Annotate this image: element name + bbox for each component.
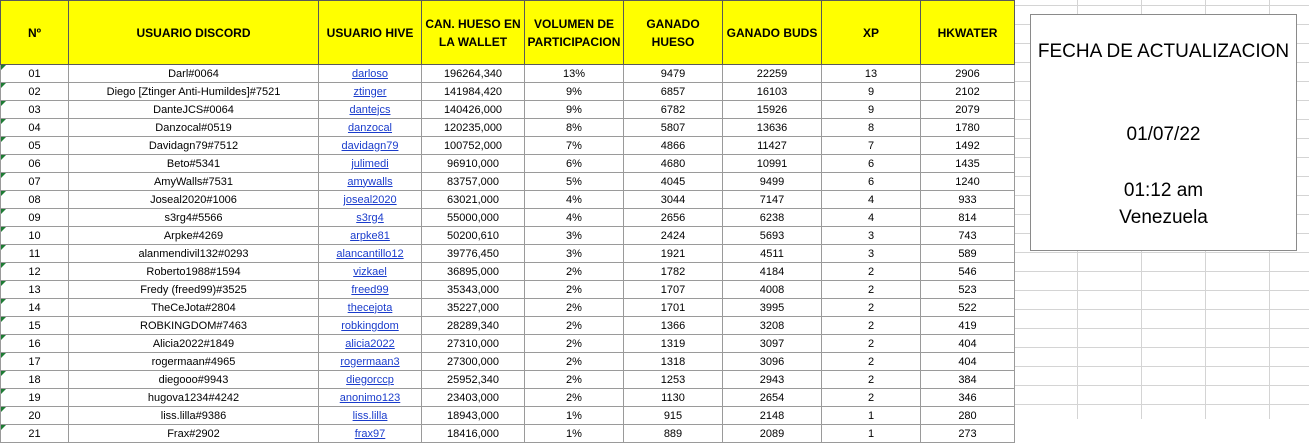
hive-user-link[interactable]: rogermaan3: [340, 355, 400, 368]
cell-earned-hueso[interactable]: 6782: [624, 101, 723, 119]
cell-wallet-amount[interactable]: 196264,340: [422, 65, 525, 83]
hive-user-link[interactable]: alancantillo12: [336, 247, 404, 260]
cell-hkwater[interactable]: 273: [921, 425, 1015, 443]
header-cell-discord-user[interactable]: USUARIO DISCORD: [69, 1, 319, 65]
cell-number[interactable]: 05: [1, 137, 69, 155]
header-cell-earned-hueso[interactable]: GANADO HUESO: [624, 1, 723, 65]
cell-xp[interactable]: 9: [822, 83, 921, 101]
cell-hkwater[interactable]: 384: [921, 371, 1015, 389]
cell-discord-user[interactable]: Beto#5341: [69, 155, 319, 173]
cell-wallet-amount[interactable]: 100752,000: [422, 137, 525, 155]
table-row: [1, 299, 1015, 317]
cell-hive-user[interactable]: [319, 353, 422, 371]
cell-earned-hueso[interactable]: 1130: [624, 389, 723, 407]
table-row: [1, 281, 1015, 299]
cell-hive-user[interactable]: [319, 371, 422, 389]
cell-earned-hueso[interactable]: 4045: [624, 173, 723, 191]
update-timezone: Venezuela: [1119, 207, 1208, 228]
cell-earned-buds[interactable]: 9499: [723, 173, 822, 191]
cell-hkwater[interactable]: 346: [921, 389, 1015, 407]
cell-earned-hueso[interactable]: 3044: [624, 191, 723, 209]
update-date: 01/07/22: [1126, 124, 1201, 145]
header-cell-xp[interactable]: XP: [822, 1, 921, 65]
cell-participation[interactable]: 3%: [525, 227, 624, 245]
cell-discord-user[interactable]: rogermaan#4965: [69, 353, 319, 371]
cell-participation[interactable]: 1%: [525, 407, 624, 425]
cell-earned-hueso[interactable]: 4866: [624, 137, 723, 155]
cell-xp[interactable]: 4: [822, 191, 921, 209]
hive-user-link[interactable]: dantejcs: [349, 103, 391, 116]
cell-hkwater[interactable]: 1492: [921, 137, 1015, 155]
cell-wallet-amount[interactable]: 141984,420: [422, 83, 525, 101]
table-row: [1, 389, 1015, 407]
cell-discord-user[interactable]: Roberto1988#1594: [69, 263, 319, 281]
cell-xp[interactable]: 7: [822, 137, 921, 155]
cell-xp[interactable]: 2: [822, 389, 921, 407]
cell-earned-hueso[interactable]: 1707: [624, 281, 723, 299]
cell-xp[interactable]: 2: [822, 335, 921, 353]
cell-hive-user[interactable]: [319, 425, 422, 443]
cell-number[interactable]: 16: [1, 335, 69, 353]
cell-earned-buds[interactable]: 7147: [723, 191, 822, 209]
cell-hive-user[interactable]: [319, 137, 422, 155]
cell-participation[interactable]: 8%: [525, 119, 624, 137]
cell-participation[interactable]: 2%: [525, 371, 624, 389]
cell-hkwater[interactable]: 546: [921, 263, 1015, 281]
cell-number[interactable]: 20: [1, 407, 69, 425]
cell-xp[interactable]: 3: [822, 227, 921, 245]
cell-participation[interactable]: 2%: [525, 389, 624, 407]
cell-number[interactable]: 14: [1, 299, 69, 317]
update-title: FECHA DE ACTUALIZACION: [1037, 41, 1290, 62]
hive-user-link[interactable]: alicia2022: [345, 337, 395, 350]
cell-earned-buds[interactable]: 2089: [723, 425, 822, 443]
hive-user-link[interactable]: s3rg4: [356, 211, 384, 224]
cell-earned-hueso[interactable]: 1921: [624, 245, 723, 263]
cell-number[interactable]: 12: [1, 263, 69, 281]
cell-discord-user[interactable]: Alicia2022#1849: [69, 335, 319, 353]
cell-number[interactable]: 09: [1, 209, 69, 227]
cell-hive-user[interactable]: [319, 191, 422, 209]
cell-discord-user[interactable]: Frax#2902: [69, 425, 319, 443]
cell-discord-user[interactable]: Davidagn79#7512: [69, 137, 319, 155]
cell-wallet-amount[interactable]: 36895,000: [422, 263, 525, 281]
hive-user-link[interactable]: liss.lilla: [352, 409, 388, 422]
cell-discord-user[interactable]: Diego [Ztinger Anti-Humildes]#7521: [69, 83, 319, 101]
table-row: [1, 353, 1015, 371]
cell-discord-user[interactable]: Darl#0064: [69, 65, 319, 83]
hive-user-link[interactable]: thecejota: [347, 301, 393, 314]
cell-participation[interactable]: 9%: [525, 101, 624, 119]
cell-xp[interactable]: 6: [822, 173, 921, 191]
cell-xp[interactable]: 2: [822, 353, 921, 371]
cell-wallet-amount[interactable]: 140426,000: [422, 101, 525, 119]
cell-hkwater[interactable]: 404: [921, 353, 1015, 371]
cell-discord-user[interactable]: DanteJCS#0064: [69, 101, 319, 119]
cell-participation[interactable]: 2%: [525, 299, 624, 317]
cell-hkwater[interactable]: 280: [921, 407, 1015, 425]
cell-hkwater[interactable]: 589: [921, 245, 1015, 263]
hive-user-link[interactable]: freed99: [351, 283, 389, 296]
cell-wallet-amount[interactable]: 23403,000: [422, 389, 525, 407]
table-row: [1, 137, 1015, 155]
cell-hive-user[interactable]: [319, 173, 422, 191]
header-cell-participation[interactable]: VOLUMEN DE PARTICIPACION: [525, 1, 624, 65]
cell-participation[interactable]: 13%: [525, 65, 624, 83]
cell-hive-user[interactable]: [319, 155, 422, 173]
cell-earned-hueso[interactable]: 4680: [624, 155, 723, 173]
cell-wallet-amount[interactable]: 39776,450: [422, 245, 525, 263]
cell-number[interactable]: 10: [1, 227, 69, 245]
cell-earned-buds[interactable]: 2943: [723, 371, 822, 389]
cell-earned-buds[interactable]: 2654: [723, 389, 822, 407]
cell-hkwater[interactable]: 1240: [921, 173, 1015, 191]
cell-participation[interactable]: 2%: [525, 353, 624, 371]
cell-number[interactable]: 11: [1, 245, 69, 263]
cell-xp[interactable]: 2: [822, 317, 921, 335]
cell-discord-user[interactable]: hugova1234#4242: [69, 389, 319, 407]
cell-wallet-amount[interactable]: 35227,000: [422, 299, 525, 317]
table-row: [1, 425, 1015, 443]
header-cell-hkwater[interactable]: HKWATER: [921, 1, 1015, 65]
cell-earned-buds[interactable]: 4184: [723, 263, 822, 281]
hive-user-link[interactable]: diegorccp: [346, 373, 394, 386]
cell-hive-user[interactable]: [319, 335, 422, 353]
cell-number[interactable]: 03: [1, 101, 69, 119]
cell-discord-user[interactable]: alanmendivil132#0293: [69, 245, 319, 263]
cell-xp[interactable]: 9: [822, 101, 921, 119]
table-row: [1, 209, 1015, 227]
cell-discord-user[interactable]: ROBKINGDOM#7463: [69, 317, 319, 335]
cell-hive-user[interactable]: [319, 209, 422, 227]
update-info-box[interactable]: [1030, 14, 1297, 251]
cell-wallet-amount[interactable]: 27300,000: [422, 353, 525, 371]
cell-xp[interactable]: 4: [822, 209, 921, 227]
header-row: [1, 1, 1015, 65]
hive-user-link[interactable]: frax97: [354, 427, 386, 440]
cell-earned-buds[interactable]: 6238: [723, 209, 822, 227]
cell-number[interactable]: 02: [1, 83, 69, 101]
cell-number[interactable]: 07: [1, 173, 69, 191]
cell-number[interactable]: 18: [1, 371, 69, 389]
cell-hkwater[interactable]: 419: [921, 317, 1015, 335]
cell-earned-buds[interactable]: 4511: [723, 245, 822, 263]
cell-hive-user[interactable]: [319, 389, 422, 407]
cell-earned-hueso[interactable]: 1253: [624, 371, 723, 389]
cell-participation[interactable]: 2%: [525, 335, 624, 353]
cell-hkwater[interactable]: 523: [921, 281, 1015, 299]
table-row: [1, 407, 1015, 425]
cell-discord-user[interactable]: diegooo#9943: [69, 371, 319, 389]
cell-hive-user[interactable]: [319, 83, 422, 101]
cell-hkwater[interactable]: 2102: [921, 83, 1015, 101]
cell-number[interactable]: 04: [1, 119, 69, 137]
cell-hkwater[interactable]: 404: [921, 335, 1015, 353]
cell-wallet-amount[interactable]: 27310,000: [422, 335, 525, 353]
table-row: [1, 227, 1015, 245]
cell-earned-hueso[interactable]: 2656: [624, 209, 723, 227]
cell-earned-hueso[interactable]: 5807: [624, 119, 723, 137]
cell-xp[interactable]: 13: [822, 65, 921, 83]
cell-discord-user[interactable]: AmyWalls#7531: [69, 173, 319, 191]
cell-earned-buds[interactable]: 5693: [723, 227, 822, 245]
cell-hive-user[interactable]: [319, 119, 422, 137]
cell-earned-hueso[interactable]: 1318: [624, 353, 723, 371]
cell-participation[interactable]: 1%: [525, 425, 624, 443]
table-row: [1, 263, 1015, 281]
cell-wallet-amount[interactable]: 18943,000: [422, 407, 525, 425]
cell-hive-user[interactable]: [319, 407, 422, 425]
cell-earned-buds[interactable]: 2148: [723, 407, 822, 425]
hive-user-link[interactable]: ztinger: [353, 85, 387, 98]
cell-number[interactable]: 01: [1, 65, 69, 83]
cell-participation[interactable]: 5%: [525, 173, 624, 191]
cell-discord-user[interactable]: Danzocal#0519: [69, 119, 319, 137]
cell-hkwater[interactable]: 2906: [921, 65, 1015, 83]
cell-wallet-amount[interactable]: 83757,000: [422, 173, 525, 191]
cell-earned-hueso[interactable]: 1366: [624, 317, 723, 335]
cell-wallet-amount[interactable]: 96910,000: [422, 155, 525, 173]
table-row: [1, 155, 1015, 173]
cell-earned-buds[interactable]: 3096: [723, 353, 822, 371]
cell-hive-user[interactable]: [319, 281, 422, 299]
cell-participation[interactable]: 2%: [525, 317, 624, 335]
cell-hkwater[interactable]: 2079: [921, 101, 1015, 119]
cell-xp[interactable]: 2: [822, 281, 921, 299]
cell-hive-user[interactable]: [319, 65, 422, 83]
cell-hive-user[interactable]: [319, 101, 422, 119]
table-row: [1, 317, 1015, 335]
cell-xp[interactable]: 3: [822, 245, 921, 263]
cell-hkwater[interactable]: 933: [921, 191, 1015, 209]
cell-participation[interactable]: 6%: [525, 155, 624, 173]
cell-wallet-amount[interactable]: 18416,000: [422, 425, 525, 443]
cell-earned-buds[interactable]: 16103: [723, 83, 822, 101]
header-cell-hive-user[interactable]: USUARIO HIVE: [319, 1, 422, 65]
cell-wallet-amount[interactable]: 35343,000: [422, 281, 525, 299]
hive-user-link[interactable]: danzocal: [347, 121, 393, 134]
cell-hkwater[interactable]: 522: [921, 299, 1015, 317]
cell-number[interactable]: 17: [1, 353, 69, 371]
cell-hive-user[interactable]: [319, 299, 422, 317]
cell-participation[interactable]: 9%: [525, 83, 624, 101]
hive-user-link[interactable]: anonimo123: [339, 391, 401, 404]
cell-number[interactable]: 08: [1, 191, 69, 209]
cell-earned-buds[interactable]: 22259: [723, 65, 822, 83]
hive-user-link[interactable]: darloso: [351, 67, 389, 80]
cell-discord-user[interactable]: TheCeJota#2804: [69, 299, 319, 317]
cell-wallet-amount[interactable]: 63021,000: [422, 191, 525, 209]
cell-earned-hueso[interactable]: 1701: [624, 299, 723, 317]
table-row: [1, 83, 1015, 101]
cell-xp[interactable]: 6: [822, 155, 921, 173]
cell-hive-user[interactable]: [319, 263, 422, 281]
hive-user-link[interactable]: vizkael: [353, 265, 387, 278]
cell-participation[interactable]: 7%: [525, 137, 624, 155]
cell-hive-user[interactable]: [319, 227, 422, 245]
cell-number[interactable]: 15: [1, 317, 69, 335]
cell-xp[interactable]: 2: [822, 299, 921, 317]
table-row: [1, 371, 1015, 389]
cell-xp[interactable]: 1: [822, 407, 921, 425]
cell-wallet-amount[interactable]: 28289,340: [422, 317, 525, 335]
hive-user-link[interactable]: julimedi: [351, 157, 389, 170]
table-row: [1, 245, 1015, 263]
cell-hkwater[interactable]: 1780: [921, 119, 1015, 137]
cell-earned-hueso[interactable]: 915: [624, 407, 723, 425]
cell-earned-buds[interactable]: 15926: [723, 101, 822, 119]
cell-discord-user[interactable]: Fredy (freed99)#3525: [69, 281, 319, 299]
cell-number[interactable]: 06: [1, 155, 69, 173]
cell-discord-user[interactable]: Joseal2020#1006: [69, 191, 319, 209]
cell-discord-user[interactable]: Arpke#4269: [69, 227, 319, 245]
table-row: [1, 191, 1015, 209]
cell-xp[interactable]: 2: [822, 263, 921, 281]
cell-earned-buds[interactable]: 13636: [723, 119, 822, 137]
cell-participation[interactable]: 4%: [525, 209, 624, 227]
cell-earned-buds[interactable]: 11427: [723, 137, 822, 155]
cell-hkwater[interactable]: 743: [921, 227, 1015, 245]
cell-hive-user[interactable]: [319, 317, 422, 335]
cell-earned-hueso[interactable]: 1782: [624, 263, 723, 281]
cell-participation[interactable]: 2%: [525, 263, 624, 281]
table-row: [1, 335, 1015, 353]
hive-user-link[interactable]: amywalls: [347, 175, 393, 188]
cell-earned-buds[interactable]: 3995: [723, 299, 822, 317]
cell-wallet-amount[interactable]: 55000,000: [422, 209, 525, 227]
cell-hkwater[interactable]: 814: [921, 209, 1015, 227]
cell-participation[interactable]: 3%: [525, 245, 624, 263]
update-time: 01:12 am: [1123, 180, 1204, 201]
cell-participation[interactable]: 2%: [525, 281, 624, 299]
cell-earned-hueso[interactable]: 6857: [624, 83, 723, 101]
cell-number[interactable]: 13: [1, 281, 69, 299]
hive-user-link[interactable]: joseal2020: [343, 193, 397, 206]
header-cell-number[interactable]: Nº: [1, 1, 69, 65]
hive-user-link[interactable]: arpke81: [350, 229, 390, 242]
cell-discord-user[interactable]: liss.lilla#9386: [69, 407, 319, 425]
cell-earned-hueso[interactable]: 1319: [624, 335, 723, 353]
cell-earned-buds[interactable]: 3208: [723, 317, 822, 335]
cell-earned-hueso[interactable]: 889: [624, 425, 723, 443]
cell-earned-hueso[interactable]: 9479: [624, 65, 723, 83]
cell-wallet-amount[interactable]: 25952,340: [422, 371, 525, 389]
header-cell-earned-buds[interactable]: GANADO BUDS: [723, 1, 822, 65]
cell-wallet-amount[interactable]: 50200,610: [422, 227, 525, 245]
hive-user-link[interactable]: robkingdom: [341, 319, 399, 332]
cell-xp[interactable]: 8: [822, 119, 921, 137]
cell-wallet-amount[interactable]: 120235,000: [422, 119, 525, 137]
cell-participation[interactable]: 4%: [525, 191, 624, 209]
table-row: [1, 101, 1015, 119]
cell-discord-user[interactable]: s3rg4#5566: [69, 209, 319, 227]
cell-xp[interactable]: 2: [822, 371, 921, 389]
header-cell-wallet-amount[interactable]: CAN. HUESO EN LA WALLET: [422, 1, 525, 65]
cell-hkwater[interactable]: 1435: [921, 155, 1015, 173]
cell-xp[interactable]: 1: [822, 425, 921, 443]
hive-user-link[interactable]: davidagn79: [341, 139, 399, 152]
table-row: [1, 65, 1015, 83]
cell-number[interactable]: 19: [1, 389, 69, 407]
table-row: [1, 173, 1015, 191]
cell-earned-buds[interactable]: 4008: [723, 281, 822, 299]
cell-number[interactable]: 21: [1, 425, 69, 443]
cell-earned-buds[interactable]: 10991: [723, 155, 822, 173]
table-row: [1, 119, 1015, 137]
cell-earned-buds[interactable]: 3097: [723, 335, 822, 353]
cell-earned-hueso[interactable]: 2424: [624, 227, 723, 245]
cell-hive-user[interactable]: [319, 245, 422, 263]
